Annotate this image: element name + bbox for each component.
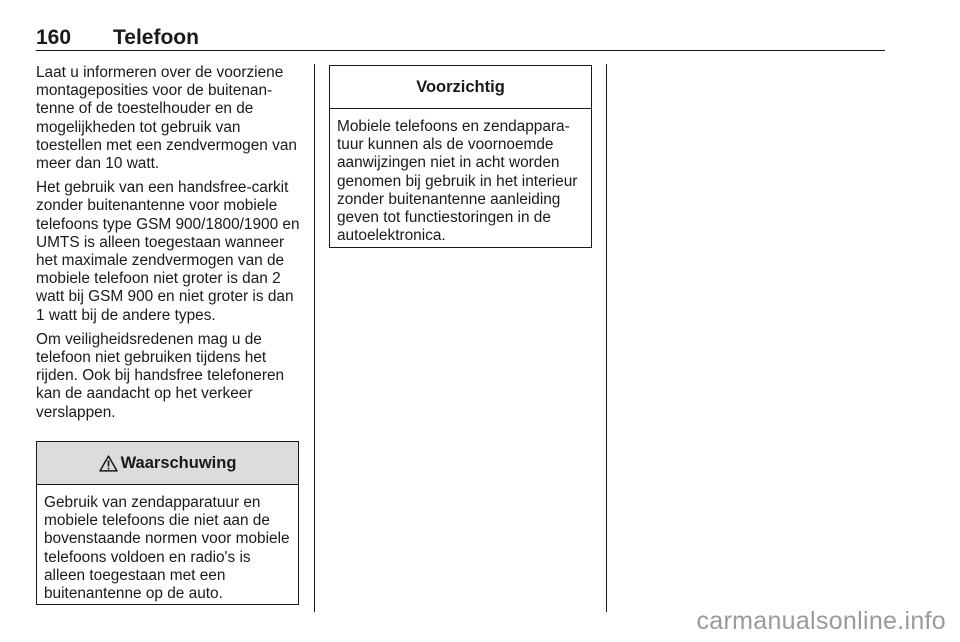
warning-box-text: Gebruik van zendapparatuur en mobiele telefoons die niet aan de bovenstaande normen voor mobiele telefoons voldoen en radio's is alleen toegestaan met een buitenantenne op de auto. — [44, 494, 290, 603]
warning-box-header — [37, 442, 298, 485]
caution-box-title: Voorzichtig — [416, 77, 505, 96]
page-number: 160 — [36, 26, 72, 49]
warning-box — [36, 441, 299, 605]
watermark: carmanualsonline.info — [696, 607, 946, 635]
column-divider-right — [606, 64, 607, 612]
caution-box — [329, 65, 592, 248]
paragraph-safety: Om veiligheidsredenen mag u de telefoon niet gebruiken tijdens het rijden. Ook bij handsfree telefoneren kan de aandacht op het verkeer verslappen. — [36, 330, 285, 421]
caution-box-header — [330, 66, 591, 109]
page-title: Telefoon — [113, 26, 199, 49]
warning-box-title: Waarschuwing — [120, 453, 237, 472]
warning-triangle-icon — [99, 455, 118, 472]
column-1-text — [36, 64, 302, 428]
caution-box-text: Mobiele telefoons en zendapparatuur kunnen als de voornoemde aanwijzingen niet in acht worden genomen bij gebruik in het interieur zonder buitenantenne aanleiding geven tot functiestoringen in de autoelektronica. — [337, 118, 578, 245]
page-header — [36, 26, 885, 51]
column-divider-left — [314, 64, 315, 612]
paragraph-handsfree: Het gebruik van een handsfree-carkit zonder buitenantenne voor mobiele telefoons type GSM 900/1800/1900 en UMTS is alleen toegestaan wanneer het maximale zendvermogen van de mobiele telefoon niet groter is dan 2 watt bij GSM 900 en niet groter is dan 1 watt bij de andere types. — [36, 179, 300, 324]
paragraph-mounting: Laat u informeren over de voorziene montageposities voor de buitenantenne of de toestelhouder en de mogelijkheden tot gebruik van toestellen met een zendvermogen van meer dan 10 watt. — [36, 64, 297, 173]
